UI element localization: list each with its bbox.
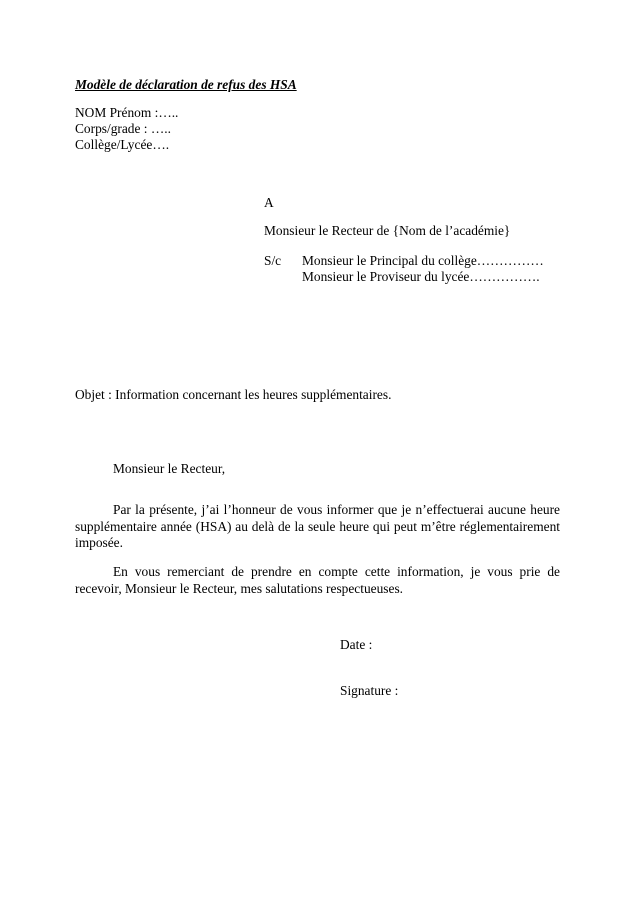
salutation: Monsieur le Recteur,: [113, 461, 226, 476]
recipient-sc-label: S/c: [264, 253, 282, 268]
body-paragraph-1: [75, 502, 560, 552]
sender-name-line: NOM Prénom :…..: [75, 105, 179, 120]
recipient-a-label: A: [264, 195, 274, 210]
date-label: Date :: [340, 637, 373, 652]
body-paragraph-2: [75, 564, 560, 597]
subject-line: Objet : Information concernant les heures supplémentaires.: [75, 387, 392, 402]
sender-school-line: Collège/Lycée….: [75, 137, 170, 152]
body-paragraph-1-text: Par la présente, j’ai l’honneur de vous informer que je n’effectuerai aucune heure supplémentaire année (HSA) au delà de la seule heure qui peut m’être réglementairement imposée.: [75, 502, 560, 550]
body-paragraph-2-text: En vous remerciant de prendre en compte cette information, je vous prie de recevoir, Monsieur le Recteur, mes salutations respectueuses.: [75, 564, 560, 596]
recipient-sc-line-1: Monsieur le Principal du collège……………: [302, 253, 544, 268]
recipient-sc-line-2: Monsieur le Proviseur du lycée…………….: [302, 269, 540, 284]
signature-label: Signature :: [340, 683, 399, 698]
recipient-main: Monsieur le Recteur de {Nom de l’académie}: [264, 223, 511, 238]
document-title: Modèle de déclaration de refus des HSA: [75, 77, 297, 92]
sender-corps-line: Corps/grade : …..: [75, 121, 171, 136]
